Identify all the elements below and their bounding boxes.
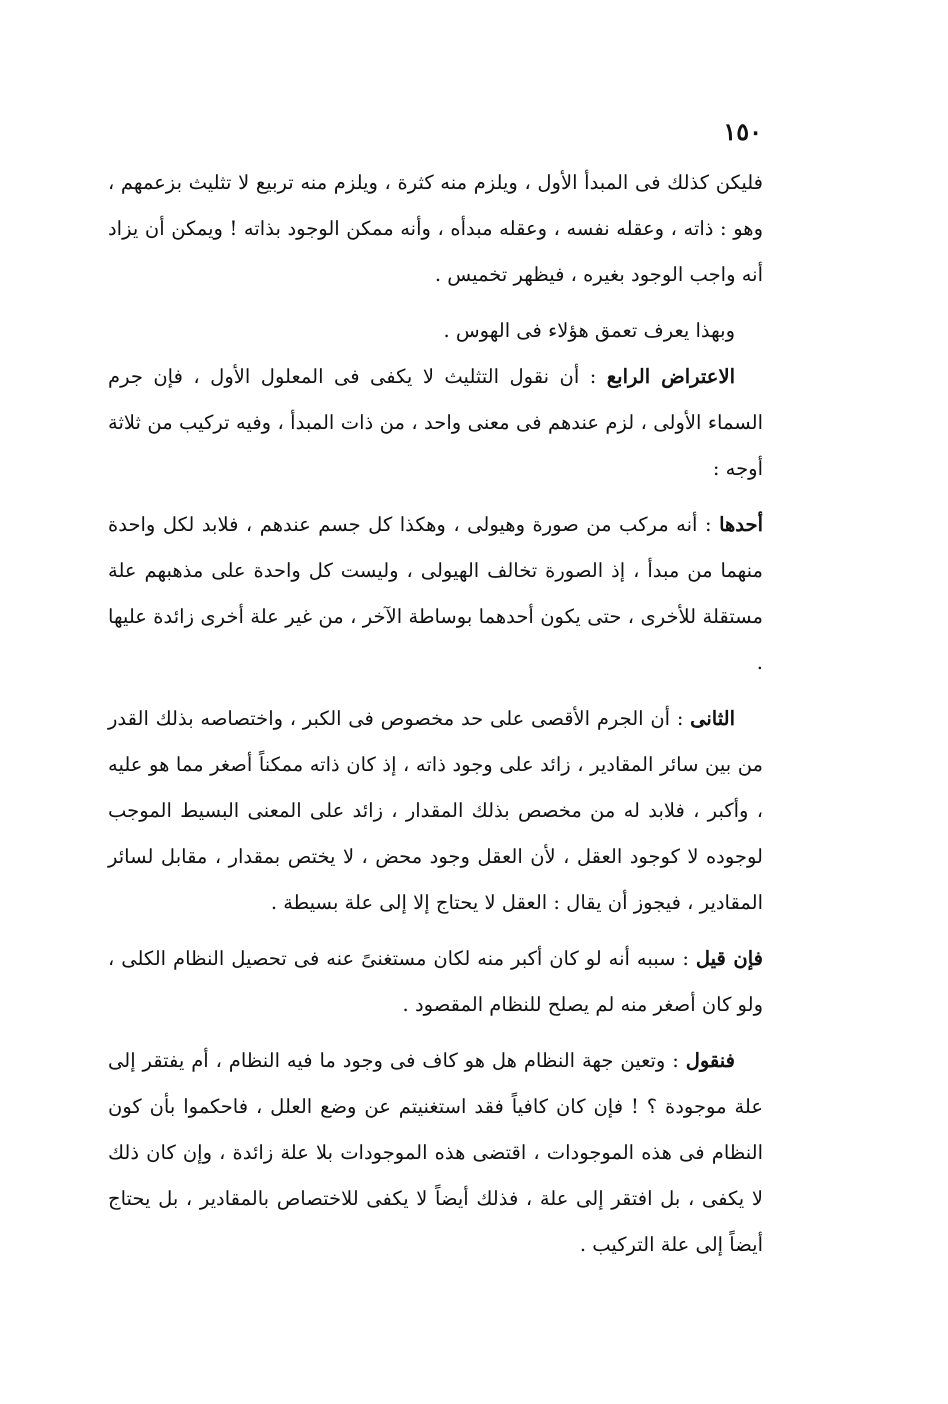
paragraph-7: [108, 1038, 763, 1268]
paragraph-text: : أن الجرم الأقصى على حد مخصوص فى الكبر ، واختصاصه بذلك القدر من بين سائر المقادير ، زائد على وجود ذاته ، إذ كان ذاته ممكناً أصغر مما هو عليه ، وأكبر ، فلابد له من مخصص بذلك المقدار ، زائد على المعنى البسيط الموجب لوجوده لا كوجود العقل ، لأن العقل وجود محض ، لا يختص بمقدار ، مقابل لسائر المقادير ، فيجوز أن يقال : العقل لا يحتاج إلا إلى علة بسيطة .: [108, 707, 763, 914]
paragraph-2: [108, 308, 763, 354]
paragraph-text: : سببه أنه لو كان أكبر منه لكان مستغنىً عنه فى تحصيل النظام الكلى ، ولو كان أصغر منه لم يصلح للنظام المقصود .: [108, 947, 763, 1016]
paragraph-text: : أن نقول التثليث لا يكفى فى المعلول الأول ، فإن جرم السماء الأولى ، لزم عندهم فى معنى واحد ، من ذات المبدأ ، وفيه تركيب من ثلاثة أوجه :: [108, 365, 763, 480]
paragraph-lead: الاعتراض الرابع: [606, 365, 735, 388]
paragraph-6: [108, 936, 763, 1028]
page-number: ١٥٠: [723, 117, 762, 146]
paragraph-lead: فنقول: [685, 1049, 735, 1072]
paragraph-1: [108, 160, 763, 298]
paragraph-5: [108, 696, 763, 926]
paragraph-lead: فإن قيل: [695, 947, 763, 970]
paragraph-text: فليكن كذلك فى المبدأ الأول ، ويلزم منه كثرة ، ويلزم منه تربيع لا تثليث بزعمهم ، وهو : ذاته ، وعقله نفسه ، وعقله مبدأه ، وأنه ممكن الوجود بذاته ! ويمكن أن يزاد أنه واجب الوجود بغيره ، فيظهر تخميس .: [108, 171, 763, 286]
paragraph-lead: أحدها: [719, 513, 763, 536]
paragraph-text: : وتعين جهة النظام هل هو كاف فى وجود ما فيه النظام ، أم يفتقر إلى علة موجودة ؟ ! فإن كان كافياً فقد استغنيتم عن وضع العلل ، فاحكموا بأن كون النظام فى هذه الموجودات ، اقتضى هذه الموجودات بلا علة زائدة ، وإن كان ذلك لا يكفى ، بل افتقر إلى علة ، فذلك أيضاً لا يكفى للاختصاص بالمقادير ، بل يحتاج أيضاً إلى علة التركيب .: [108, 1049, 763, 1256]
page-body: [108, 160, 763, 1268]
paragraph-text: وبهذا يعرف تعمق هؤلاء فى الهوس .: [443, 319, 735, 342]
paragraph-lead: الثانى: [690, 707, 735, 730]
paragraph-3: [108, 354, 763, 492]
paragraph-4: [108, 502, 763, 686]
paragraph-text: : أنه مركب من صورة وهيولى ، وهكذا كل جسم عندهم ، فلابد لكل واحدة منهما من مبدأ ، إذ الصورة تخالف الهيولى ، وليست كل واحدة على مذهبهم علة مستقلة للأخرى ، حتى يكون أحدهما بوساطة الآخر ، من غير علة أخرى زائدة عليها .: [108, 513, 763, 674]
